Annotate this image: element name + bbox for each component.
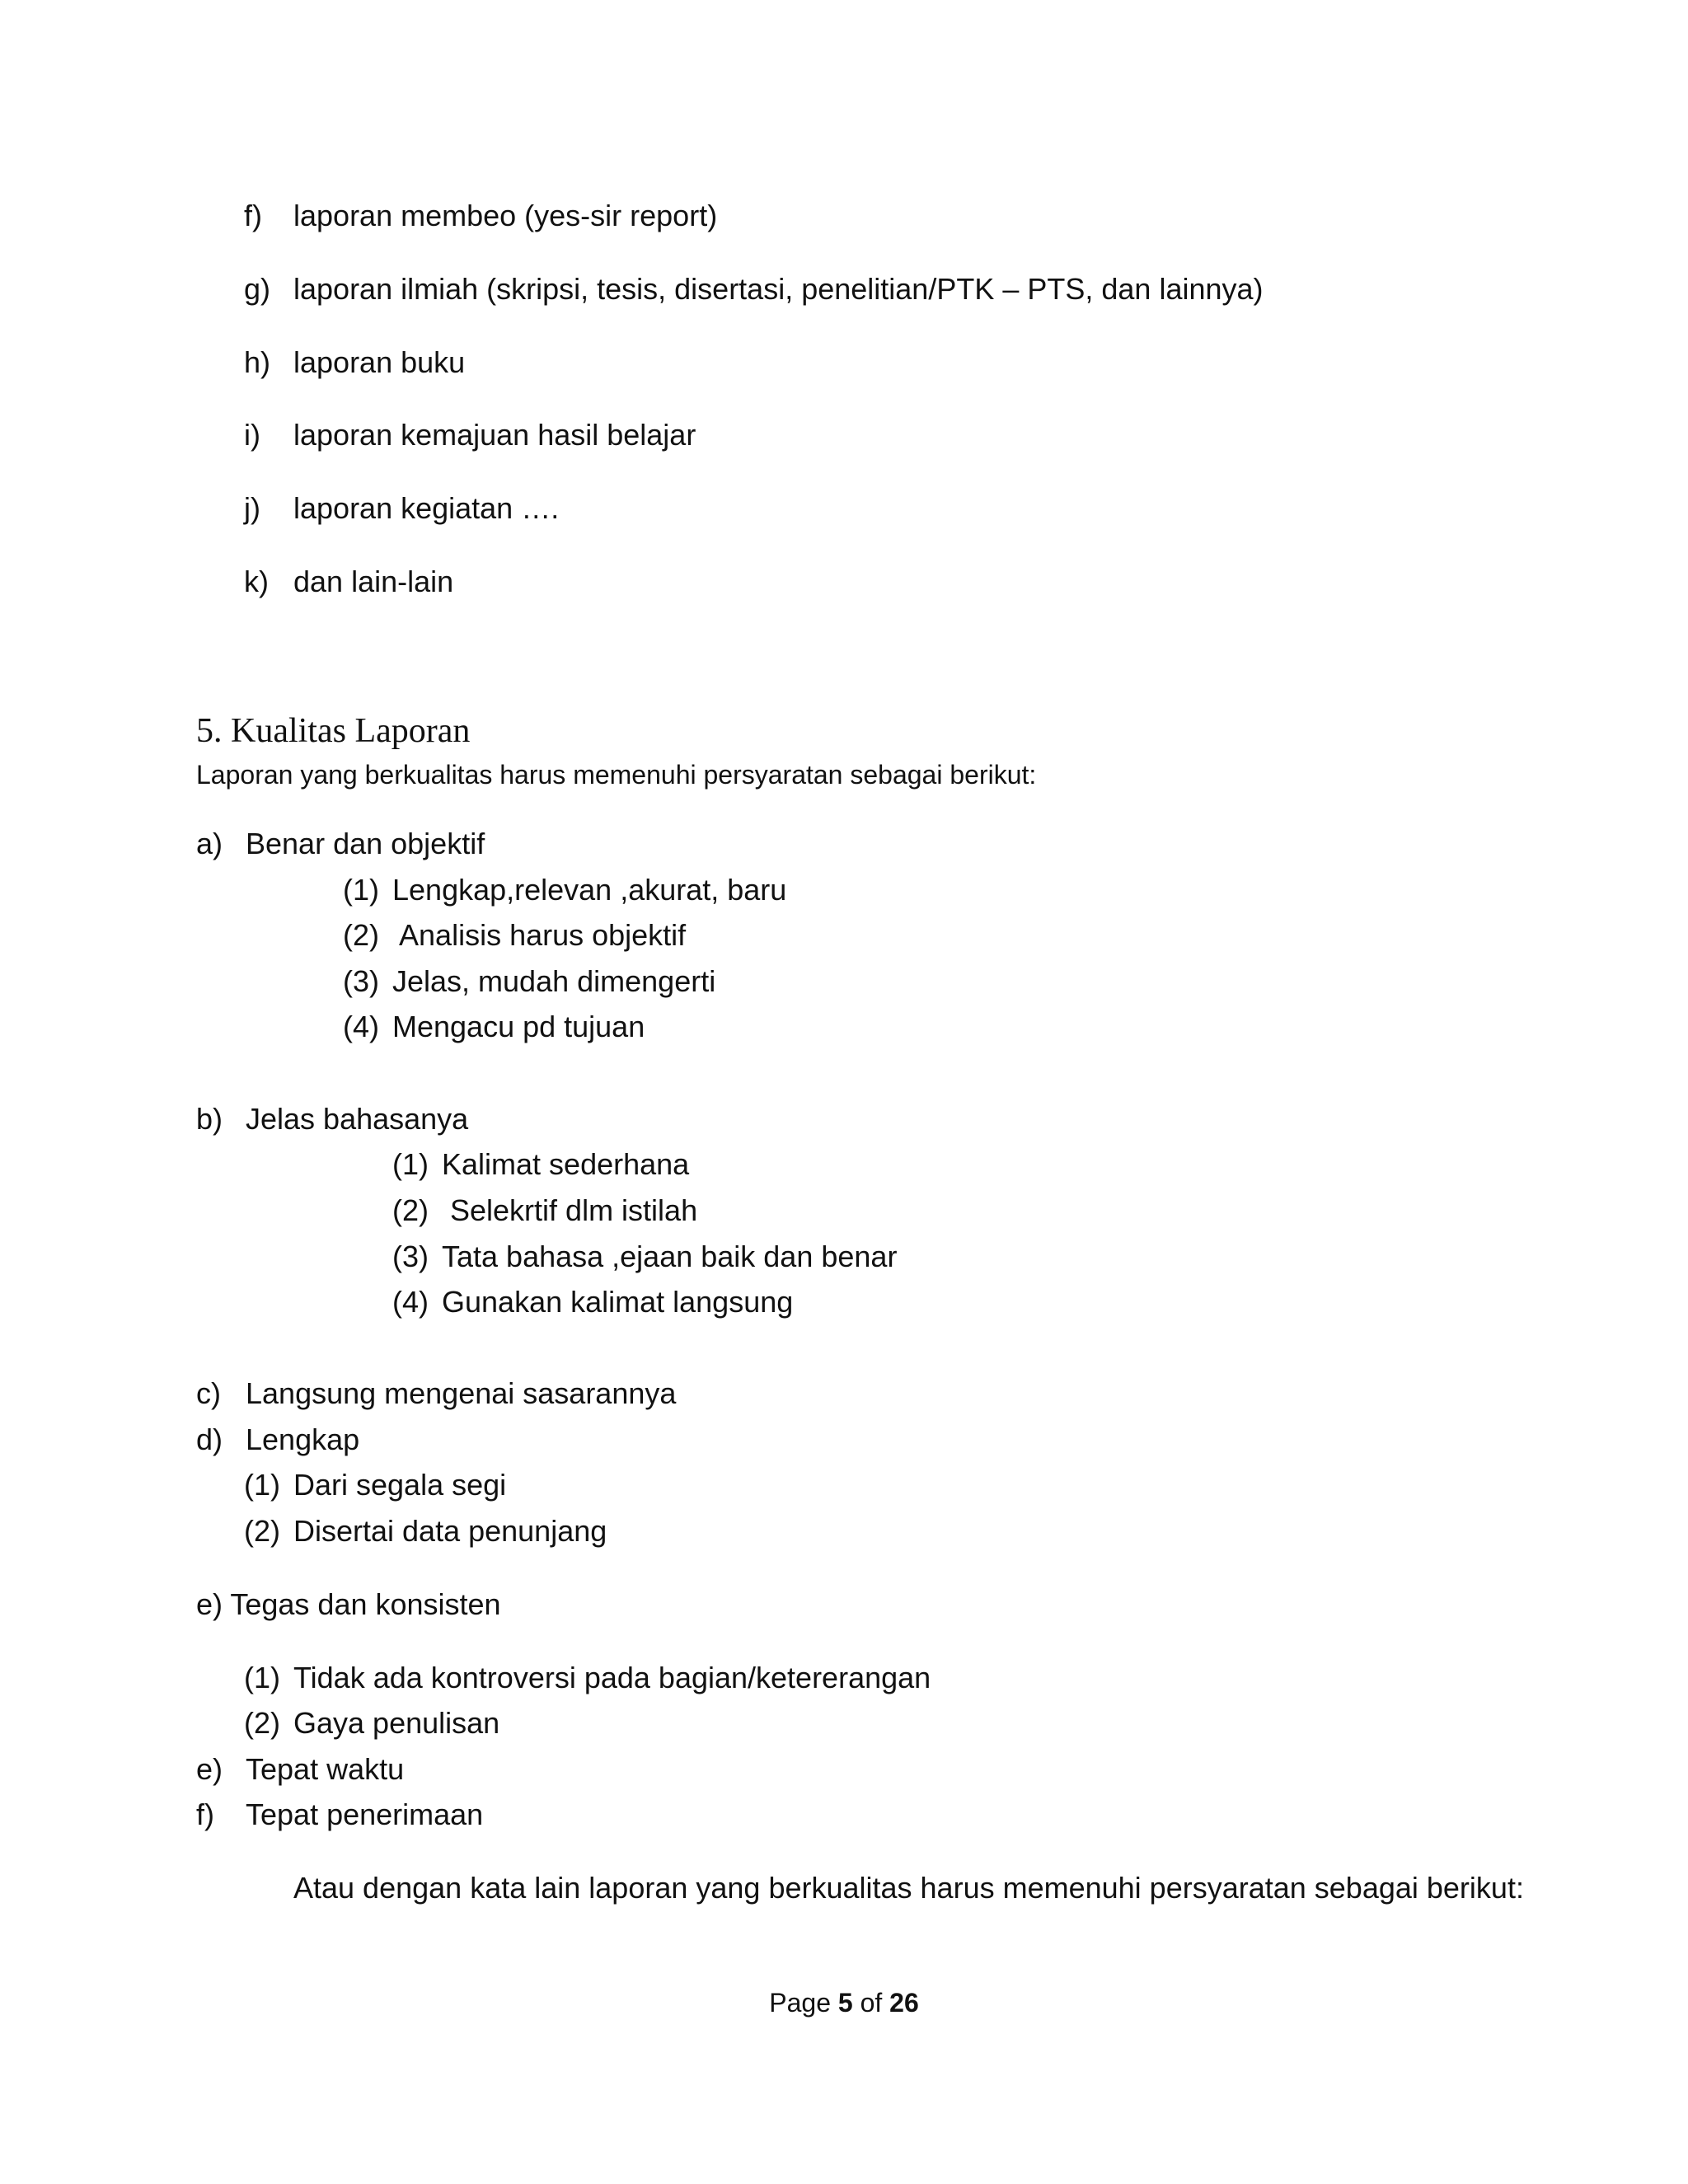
sub-marker: (2) bbox=[392, 1193, 429, 1227]
list-marker: g) bbox=[244, 272, 271, 306]
list-marker: h) bbox=[244, 345, 271, 379]
sub-marker: (1) bbox=[392, 1147, 429, 1181]
sub-text: Tata bahasa ,ejaan baik dan benar bbox=[442, 1240, 898, 1273]
sub-marker: (1) bbox=[244, 1468, 280, 1502]
criteria-item-e-tegas: e) Tegas dan konsisten bbox=[196, 1587, 501, 1621]
page-footer bbox=[0, 1986, 1688, 2019]
sub-marker: (4) bbox=[392, 1285, 429, 1319]
sub-marker: (1) bbox=[343, 873, 379, 907]
sub-text: Analisis harus objektif bbox=[392, 918, 687, 952]
sub-marker: (2) bbox=[244, 1514, 280, 1548]
sub-marker: (3) bbox=[343, 964, 379, 998]
sub-text: Tidak ada kontroversi pada bagian/ketererangan bbox=[293, 1661, 931, 1694]
list-text: Tepat penerimaan bbox=[246, 1797, 484, 1831]
sub-text: Jelas, mudah dimengerti bbox=[392, 964, 716, 998]
list-text: laporan buku bbox=[293, 345, 466, 379]
list-marker: i) bbox=[244, 418, 260, 452]
closing-paragraph: Atau dengan kata lain laporan yang berkualitas harus memenuhi persyaratan sebagai berikut: bbox=[293, 1871, 1524, 1905]
list-text: laporan ilmiah (skripsi, tesis, disertasi, penelitian/PTK – PTS, dan lainnya) bbox=[293, 272, 1264, 306]
sub-marker: (4) bbox=[343, 1010, 379, 1043]
current-page-number: 5 bbox=[837, 1988, 853, 2018]
footer-middle: of bbox=[852, 1988, 890, 2018]
sub-text: Dari segala segi bbox=[293, 1468, 507, 1502]
sub-text: Selekrtif dlm istilah bbox=[442, 1193, 698, 1227]
sub-marker: (2) bbox=[244, 1706, 280, 1740]
total-pages-number: 26 bbox=[889, 1988, 919, 2018]
sub-text: Lengkap,relevan ,akurat, baru bbox=[392, 873, 787, 907]
list-text: laporan kemajuan hasil belajar bbox=[293, 418, 696, 452]
section-heading: 5. Kualitas Laporan bbox=[196, 712, 471, 750]
list-text: Lengkap bbox=[246, 1422, 360, 1456]
list-marker: d) bbox=[196, 1422, 223, 1456]
list-text: Jelas bahasanya bbox=[246, 1102, 469, 1136]
sub-text: Gaya penulisan bbox=[293, 1706, 500, 1740]
sub-text: Disertai data penunjang bbox=[293, 1514, 607, 1548]
sub-text: Kalimat sederhana bbox=[442, 1147, 690, 1181]
list-marker: f) bbox=[244, 199, 262, 232]
section-intro: Laporan yang berkualitas harus memenuhi persyaratan sebagai berikut: bbox=[196, 760, 1037, 790]
list-marker: j) bbox=[244, 491, 260, 525]
list-marker: c) bbox=[196, 1376, 221, 1410]
sub-text: Gunakan kalimat langsung bbox=[442, 1285, 794, 1319]
list-marker: k) bbox=[244, 565, 269, 598]
list-text: Tepat waktu bbox=[246, 1752, 405, 1786]
list-marker: e) bbox=[196, 1752, 223, 1786]
list-marker: f) bbox=[196, 1797, 214, 1831]
list-marker: b) bbox=[196, 1102, 223, 1136]
list-text: laporan kegiatan …. bbox=[293, 491, 560, 525]
sub-marker: (1) bbox=[244, 1661, 280, 1694]
list-text: laporan membeo (yes-sir report) bbox=[293, 199, 718, 232]
list-text: Benar dan objektif bbox=[246, 827, 485, 860]
sub-marker: (3) bbox=[392, 1240, 429, 1273]
list-text: Langsung mengenai sasarannya bbox=[246, 1376, 677, 1410]
list-text: dan lain-lain bbox=[293, 565, 454, 598]
list-marker: a) bbox=[196, 827, 223, 860]
footer-prefix: Page bbox=[769, 1988, 838, 2018]
sub-text: Mengacu pd tujuan bbox=[392, 1010, 645, 1043]
sub-marker: (2) bbox=[343, 918, 379, 952]
